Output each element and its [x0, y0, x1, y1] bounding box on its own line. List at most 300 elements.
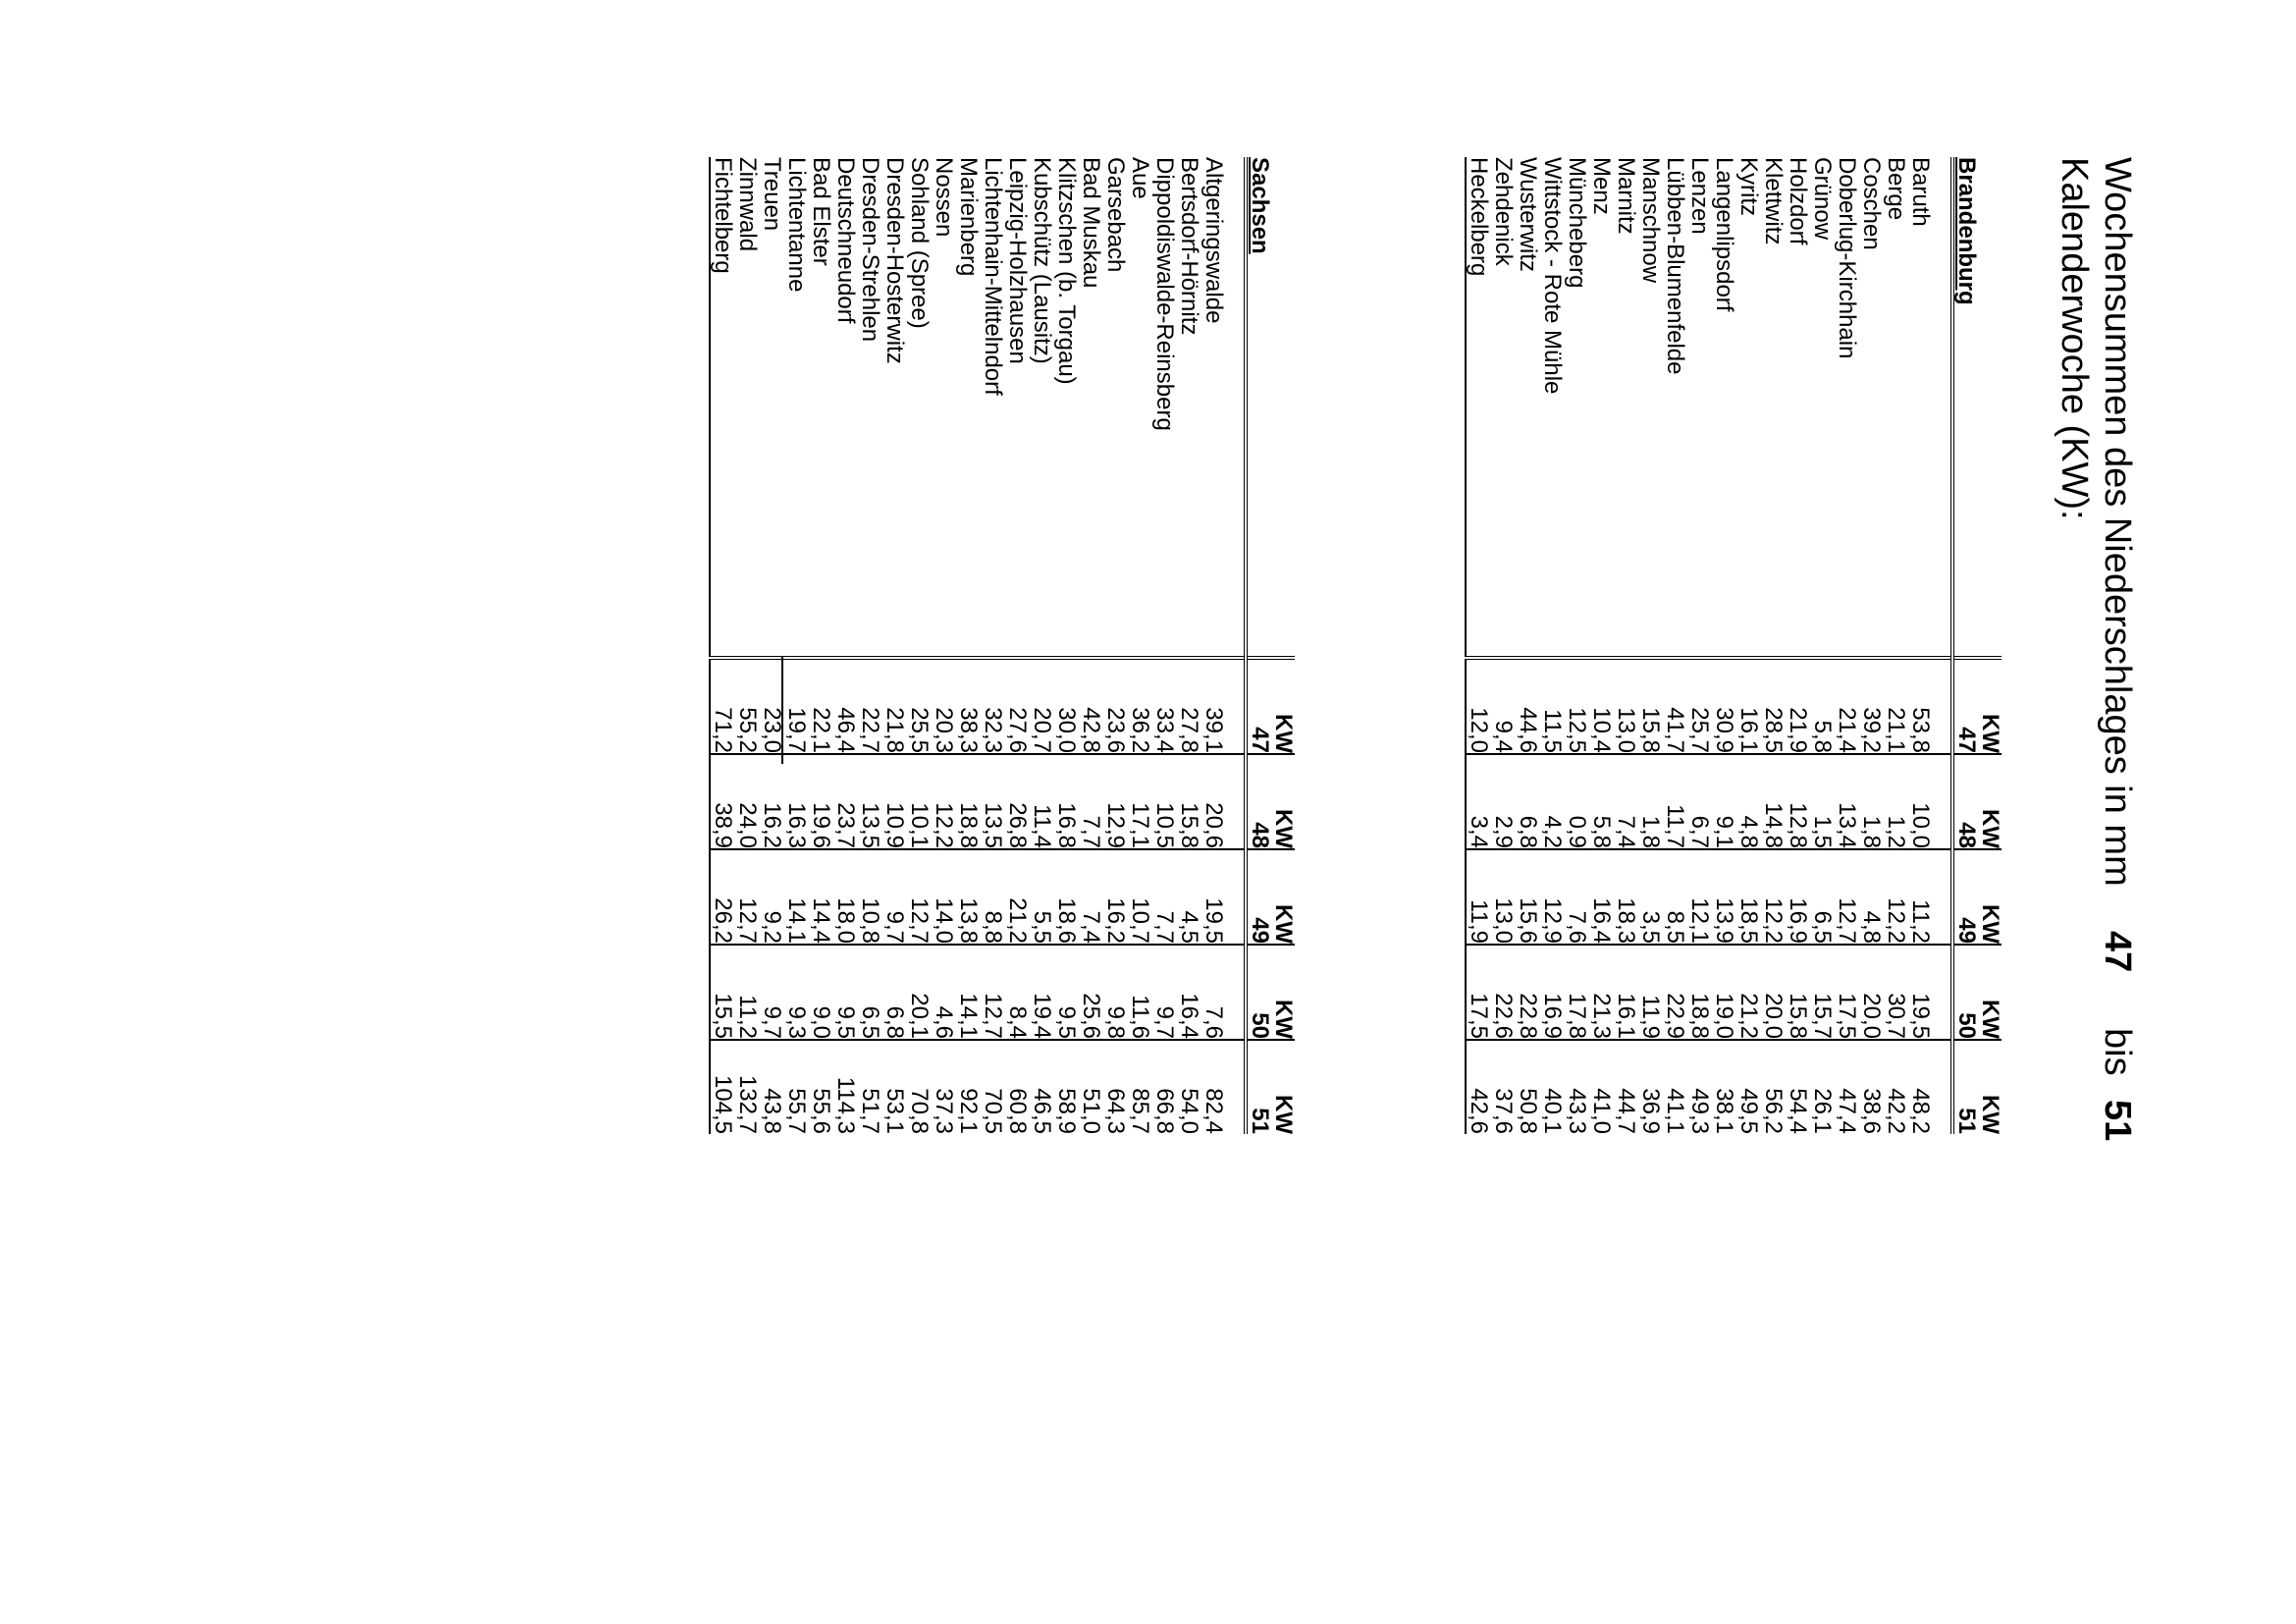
precip-value: 9,3 [784, 945, 809, 1040]
precip-value: 11,7 [1663, 754, 1687, 849]
precip-value: 71,2 [710, 658, 735, 754]
table-row [1152, 157, 1177, 1134]
precip-value: 55,7 [784, 1040, 809, 1134]
precip-value: 42,6 [1466, 1040, 1491, 1134]
precip-value: 54,0 [1177, 1040, 1201, 1134]
station-name: Lichtentanne [783, 157, 810, 293]
precip-value: 12,0 [1466, 658, 1491, 754]
precip-value: 25,6 [1079, 945, 1103, 1040]
week-header [1952, 754, 2002, 849]
week-header [1952, 945, 2002, 1040]
precip-table [709, 157, 1295, 1134]
station-name: Fichtelberg [710, 157, 736, 274]
station-name: Garsebach [1102, 157, 1129, 273]
station-name: Marienberg [955, 157, 982, 277]
precip-value: 25,5 [907, 658, 932, 754]
kw-label: KW [1977, 1095, 2003, 1134]
table-row [1128, 157, 1152, 1134]
precip-value: 19,5 [1201, 849, 1226, 945]
table-row [1491, 157, 1516, 1134]
precip-value: 25,7 [1687, 658, 1712, 754]
table-row [1859, 157, 1884, 1134]
table-row [809, 157, 833, 1134]
precip-value: 18,0 [833, 849, 858, 945]
table-row [1079, 157, 1103, 1134]
precip-value: 4,8 [1859, 849, 1884, 945]
station-name: Lichtenhain-Mittelndorf [980, 157, 1006, 396]
precip-value: 10,9 [882, 754, 907, 849]
precip-value: 33,4 [1152, 658, 1177, 754]
precip-value: 21,4 [1835, 658, 1859, 754]
precip-value: 9,1 [1712, 754, 1736, 849]
precip-value: 5,8 [1810, 658, 1835, 754]
precip-value: 1,5 [1810, 754, 1835, 849]
page-title: Wochensummen des Niederschlages in mm [2097, 157, 2138, 887]
precip-value: 5,5 [1030, 849, 1054, 945]
precip-value: 13,0 [1491, 849, 1516, 945]
precip-value: 42,8 [1079, 658, 1103, 754]
precip-value: 85,7 [1128, 1040, 1152, 1134]
precip-value: 18,6 [1054, 849, 1079, 945]
precip-value: 19,4 [1030, 945, 1054, 1040]
precip-value: 9,5 [833, 945, 858, 1040]
precip-value: 9,0 [809, 945, 833, 1040]
precip-value: 12,7 [1835, 849, 1859, 945]
precip-value: 14,0 [932, 849, 956, 945]
precip-value: 36,2 [1128, 658, 1152, 754]
table-row [784, 157, 809, 1134]
precip-value: 49,3 [1687, 1040, 1712, 1134]
week-number: 48 [1953, 822, 1980, 848]
station-name: Dippoldiswalde-Reinsberg [1151, 157, 1178, 431]
precip-value: 20,0 [1859, 945, 1884, 1040]
precip-value: 16,4 [1177, 945, 1201, 1040]
precip-value: 64,3 [1103, 1040, 1128, 1134]
table-row [932, 157, 956, 1134]
table-row [1712, 157, 1736, 1134]
precip-value: 22,8 [1516, 945, 1540, 1040]
week-header [1246, 849, 1295, 945]
station-name: Langenlipsdorf [1711, 157, 1737, 312]
precip-value: 26,2 [710, 849, 735, 945]
precip-value: 12,2 [1884, 849, 1908, 945]
precip-value: 53,8 [1908, 658, 1933, 754]
precip-value: 1,2 [1884, 754, 1908, 849]
precip-value: 23,0 [760, 658, 784, 754]
week-header [1246, 1040, 1295, 1134]
precip-value: 24,0 [735, 754, 760, 849]
kw-label: KW [1977, 809, 2003, 848]
week-header [1246, 945, 1295, 1040]
precip-value: 4,5 [1177, 849, 1201, 945]
precip-value: 27,6 [1005, 658, 1030, 754]
station-name: Lenzen [1686, 157, 1713, 235]
precip-value: 22,9 [1663, 945, 1687, 1040]
table-row [735, 157, 760, 1134]
table-row [907, 157, 932, 1134]
station-name: Klettwitz [1760, 157, 1787, 245]
precip-value: 17,1 [1128, 754, 1152, 849]
precip-value: 41,0 [1589, 1040, 1614, 1134]
station-name: Grünow [1809, 157, 1836, 241]
precip-value: 44,6 [1516, 658, 1540, 754]
precip-value: 37,6 [1491, 1040, 1516, 1134]
precip-value: 21,1 [1884, 658, 1908, 754]
precip-value: 5,8 [1589, 754, 1614, 849]
kw-label: KW [1977, 904, 2003, 944]
precip-value: 92,1 [956, 1040, 981, 1134]
station-name: Dresden-Hosterwitz [881, 157, 908, 364]
station-name: Zinnwald [734, 157, 761, 252]
table-row [1054, 157, 1079, 1134]
precip-value: 16,9 [1540, 945, 1565, 1040]
precip-value: 2,9 [1491, 754, 1516, 849]
section-label: Brandenburg [1952, 157, 2002, 658]
precip-value: 14,4 [809, 849, 833, 945]
precip-value: 47,4 [1835, 1040, 1859, 1134]
precip-value: 22,7 [858, 658, 882, 754]
precip-value: 11,9 [1638, 945, 1663, 1040]
precip-value: 53,1 [882, 1040, 907, 1134]
precip-value: 30,0 [1054, 658, 1079, 754]
precip-value: 6,8 [882, 945, 907, 1040]
table-row [1030, 157, 1054, 1134]
station-name: Manschnow [1637, 157, 1664, 284]
precip-value: 26,1 [1810, 1040, 1835, 1134]
precip-value: 4,6 [932, 945, 956, 1040]
station-name: Wittstock - Rote Mühle [1539, 157, 1566, 395]
station-name: Bad Muskau [1078, 157, 1104, 289]
kw-label: KW [1270, 904, 1297, 944]
precip-value: 19,6 [809, 754, 833, 849]
precip-value: 9,7 [760, 945, 784, 1040]
precip-value: 9,7 [1152, 945, 1177, 1040]
precip-value: 22,1 [809, 658, 833, 754]
precip-value: 70,5 [981, 1040, 1005, 1134]
precip-value: 12,9 [1540, 849, 1565, 945]
table-row [1687, 157, 1712, 1134]
precip-value: 20,1 [907, 945, 932, 1040]
week-number: 51 [1953, 1108, 1980, 1134]
precip-value: 8,5 [1663, 849, 1687, 945]
precip-value: 23,7 [833, 754, 858, 849]
precip-value: 10,1 [907, 754, 932, 849]
table-row [1516, 157, 1540, 1134]
precip-value: 51,0 [1079, 1040, 1103, 1134]
precip-value: 16,4 [1589, 849, 1614, 945]
kw-label: KW [1270, 714, 1297, 753]
precip-value: 30,9 [1712, 658, 1736, 754]
week-number: 48 [1247, 822, 1273, 848]
precip-value: 54,4 [1786, 1040, 1810, 1134]
precip-value: 38,9 [710, 754, 735, 849]
table-row [1005, 157, 1030, 1134]
precip-value: 1,8 [1638, 754, 1663, 849]
station-name: Coschen [1858, 157, 1885, 250]
precip-value: 27,8 [1177, 658, 1201, 754]
table-row [1786, 157, 1810, 1134]
precip-value: 23,6 [1103, 658, 1128, 754]
kw-label: KW [1270, 809, 1297, 848]
precip-value: 7,6 [1201, 945, 1226, 1040]
kw-from: 47 [2097, 931, 2138, 973]
precip-value: 7,4 [1079, 849, 1103, 945]
table-row [1736, 157, 1761, 1134]
precip-value: 38,3 [956, 658, 981, 754]
precip-value: 7,7 [1079, 754, 1103, 849]
precip-value: 56,2 [1761, 1040, 1786, 1134]
precip-value: 39,1 [1201, 658, 1226, 754]
precip-value: 12,2 [1761, 849, 1786, 945]
kw-label: KW [1977, 1000, 2003, 1039]
table-row [1810, 157, 1835, 1134]
precip-value: 8,4 [1005, 945, 1030, 1040]
week-header [1246, 754, 1295, 849]
precip-value: 21,2 [1736, 945, 1761, 1040]
table-row [858, 157, 882, 1134]
station-name: Sohland (Spree) [906, 157, 933, 329]
precip-value: 11,2 [735, 945, 760, 1040]
table-row [1884, 157, 1908, 1134]
precip-value: 14,1 [956, 945, 981, 1040]
precip-value: 22,6 [1491, 945, 1516, 1040]
precip-value: 46,5 [1030, 1040, 1054, 1134]
precip-value: 32,3 [981, 658, 1005, 754]
precip-value: 16,1 [1614, 945, 1638, 1040]
precip-value: 13,5 [858, 754, 882, 849]
table-row [1201, 157, 1226, 1134]
precip-value: 4,2 [1540, 754, 1565, 849]
table-sachsen [709, 157, 1295, 1134]
kw-to: 51 [2097, 1100, 2138, 1142]
table-row [760, 157, 784, 1134]
station-name: Baruth [1907, 157, 1934, 227]
precip-value: 14,8 [1761, 754, 1786, 849]
precip-value: 104,5 [710, 1040, 735, 1134]
precip-value: 21,9 [1786, 658, 1810, 754]
precip-value: 12,1 [1687, 849, 1712, 945]
precip-value: 42,2 [1884, 1040, 1908, 1134]
precip-value: 38,6 [1859, 1040, 1884, 1134]
precip-value: 17,8 [1565, 945, 1589, 1040]
precip-value: 43,8 [760, 1040, 784, 1134]
page-subtitle: Kalenderwoche (KW): [2054, 157, 2095, 520]
precip-value: 9,5 [1054, 945, 1079, 1040]
precip-value: 60,8 [1005, 1040, 1030, 1134]
station-name: Wusterwitz [1515, 157, 1541, 272]
table-row [1177, 157, 1201, 1134]
precip-value: 9,7 [882, 849, 907, 945]
station-name: Heckelberg [1466, 157, 1492, 277]
kw-bis: bis [2097, 1028, 2138, 1076]
precip-value: 10,7 [1128, 849, 1152, 945]
precip-value: 18,5 [1736, 849, 1761, 945]
precip-value: 19,7 [784, 658, 809, 754]
precip-value: 11,9 [1466, 849, 1491, 945]
week-header [1952, 658, 2002, 754]
precip-value: 10,5 [1152, 754, 1177, 849]
precip-value: 12,8 [1786, 754, 1810, 849]
week-header [1952, 849, 2002, 945]
precip-value: 82,4 [1201, 1040, 1226, 1134]
table-row [1835, 157, 1859, 1134]
precip-value: 9,8 [1103, 945, 1128, 1040]
week-number: 47 [1247, 727, 1273, 753]
precip-value: 14,1 [784, 849, 809, 945]
precip-value: 20,7 [1030, 658, 1054, 754]
precip-value: 15,7 [1810, 945, 1835, 1040]
kw-label: KW [1270, 1095, 1297, 1134]
precip-value: 15,5 [710, 945, 735, 1040]
station-name: Treuen [759, 157, 785, 232]
precip-value: 41,7 [1663, 658, 1687, 754]
precip-value: 46,4 [833, 658, 858, 754]
precip-value: 12,5 [1565, 658, 1589, 754]
precip-value: 55,2 [735, 658, 760, 754]
precip-value: 19,0 [1712, 945, 1736, 1040]
station-name: Doberlug-Kirchhain [1834, 157, 1860, 359]
precip-value: 4,8 [1736, 754, 1761, 849]
week-number: 47 [1953, 727, 1980, 753]
table-row [1103, 157, 1128, 1134]
station-name: Altgeringswalde [1201, 157, 1227, 324]
precip-value: 16,1 [1736, 658, 1761, 754]
precip-value: 10,0 [1908, 754, 1933, 849]
table-row [956, 157, 981, 1134]
kw-label: KW [1270, 1000, 1297, 1039]
table-row [1466, 157, 1491, 1134]
precip-value: 12,7 [907, 849, 932, 945]
precip-value: 16,3 [784, 754, 809, 849]
table-row [1614, 157, 1638, 1134]
kw-label: KW [1977, 714, 2003, 753]
table-row [1589, 157, 1614, 1134]
station-name: Marnitz [1613, 157, 1639, 235]
precip-value: 13,4 [1835, 754, 1859, 849]
precip-value: 49,5 [1736, 1040, 1761, 1134]
precip-value: 9,2 [760, 849, 784, 945]
precip-value: 18,3 [1614, 849, 1638, 945]
station-name: Zehdenick [1490, 157, 1517, 266]
precip-value: 12,2 [932, 754, 956, 849]
precip-value: 20,0 [1761, 945, 1786, 1040]
station-name: Nossen [931, 157, 957, 238]
table-row [1638, 157, 1663, 1134]
precip-value: 58,9 [1054, 1040, 1079, 1134]
station-name: Kubschütz (Lausitz) [1029, 157, 1055, 364]
station-name: Menz [1588, 157, 1615, 215]
precip-value: 3,5 [1638, 849, 1663, 945]
precip-value: 10,8 [858, 849, 882, 945]
precip-value: 16,9 [1786, 849, 1810, 945]
precip-value: 17,5 [1466, 945, 1491, 1040]
precip-value: 18,8 [1687, 945, 1712, 1040]
table-row [882, 157, 907, 1134]
precip-value: 66,8 [1152, 1040, 1177, 1134]
station-name: Holzdorf [1785, 157, 1811, 245]
station-name: Müncheberg [1564, 157, 1590, 289]
week-number: 50 [1247, 1012, 1273, 1039]
table-row [710, 157, 735, 1134]
precip-value: 13,5 [981, 754, 1005, 849]
week-header [1246, 658, 1295, 754]
precip-value: 7,7 [1152, 849, 1177, 945]
precip-value: 11,6 [1128, 945, 1152, 1040]
precip-value: 15,8 [1638, 658, 1663, 754]
table-row [1761, 157, 1786, 1134]
precip-value: 12,7 [981, 945, 1005, 1040]
station-name: Leipzig-Holzhausen [1004, 157, 1031, 364]
precip-value: 12,9 [1103, 754, 1128, 849]
precip-value: 11,2 [1908, 849, 1933, 945]
table-row [1908, 157, 1933, 1134]
precip-value: 1,8 [1859, 754, 1884, 849]
station-name: Kyritz [1735, 157, 1762, 216]
precip-value: 30,7 [1884, 945, 1908, 1040]
table-row [1540, 157, 1565, 1134]
precip-value: 6,8 [1516, 754, 1540, 849]
precip-value: 8,8 [981, 849, 1005, 945]
precip-value: 39,2 [1859, 658, 1884, 754]
precip-value: 15,8 [1177, 754, 1201, 849]
table-brandenburg [1465, 157, 2002, 1134]
precip-value: 36,9 [1638, 1040, 1663, 1134]
precip-value: 13,0 [1614, 658, 1638, 754]
week-number: 49 [1247, 917, 1273, 944]
precip-table [1465, 157, 2002, 1134]
precip-value: 11,4 [1030, 754, 1054, 849]
precip-value: 114,3 [833, 1040, 858, 1134]
precip-value: 12,7 [735, 849, 760, 945]
precip-value: 7,4 [1614, 754, 1638, 849]
station-name: Bertsdorf-Hörnitz [1176, 157, 1202, 336]
section-label: Sachsen [1246, 157, 1295, 658]
precip-value: 11,5 [1540, 658, 1565, 754]
precip-value: 17,5 [1835, 945, 1859, 1040]
precip-value: 0,9 [1565, 754, 1589, 849]
week-number: 50 [1953, 1012, 1980, 1039]
precip-value: 28,5 [1761, 658, 1786, 754]
divider [781, 656, 783, 764]
precip-value: 13,9 [1712, 849, 1736, 945]
precip-value: 55,6 [809, 1040, 833, 1134]
precip-value: 19,5 [1908, 945, 1933, 1040]
table-row [833, 157, 858, 1134]
station-name: Lübben-Blumenfelde [1662, 157, 1688, 375]
precip-value: 16,2 [760, 754, 784, 849]
precip-value: 21,3 [1589, 945, 1614, 1040]
precip-value: 6,5 [1810, 849, 1835, 945]
precip-value: 10,4 [1589, 658, 1614, 754]
week-number: 51 [1247, 1108, 1273, 1134]
precip-value: 70,8 [907, 1040, 932, 1134]
precip-value: 16,8 [1054, 754, 1079, 849]
precip-value: 21,2 [1005, 849, 1030, 945]
precip-value: 6,5 [858, 945, 882, 1040]
precip-value: 38,1 [1712, 1040, 1736, 1134]
precip-value: 26,8 [1005, 754, 1030, 849]
table-row [1565, 157, 1589, 1134]
precip-value: 132,7 [735, 1040, 760, 1134]
precip-value: 20,6 [1201, 754, 1226, 849]
table-row [1663, 157, 1687, 1134]
week-number: 49 [1953, 917, 1980, 944]
precip-value: 43,3 [1565, 1040, 1589, 1134]
station-name: Aue [1127, 157, 1153, 199]
precip-value: 6,7 [1687, 754, 1712, 849]
precip-value: 13,8 [956, 849, 981, 945]
precip-value: 37,3 [932, 1040, 956, 1134]
